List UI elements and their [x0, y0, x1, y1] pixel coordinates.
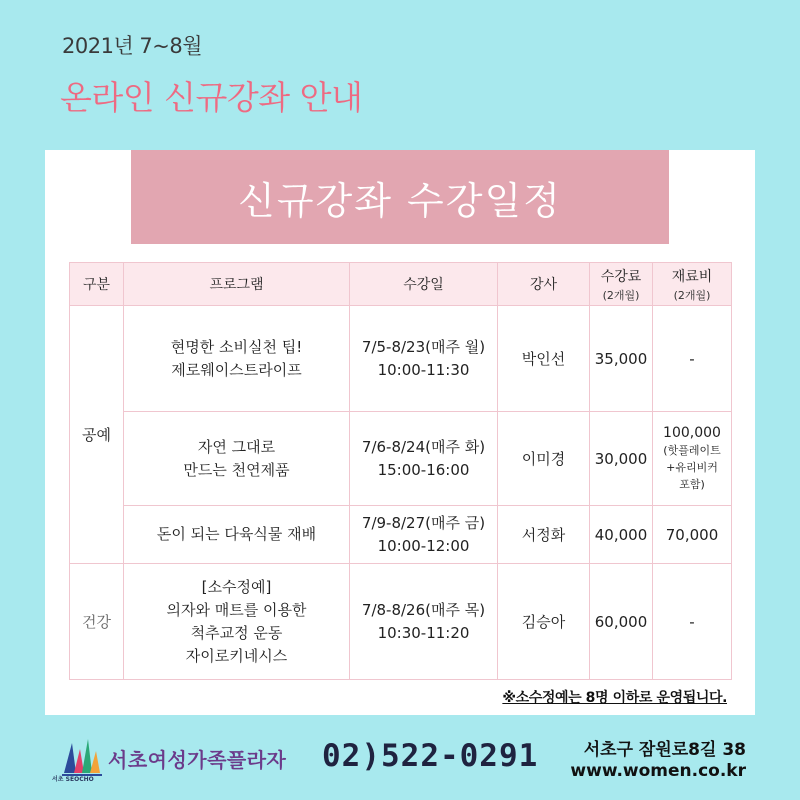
schedule-time: 10:00-12:00	[377, 536, 470, 555]
program-cell	[124, 412, 350, 506]
program-line: 의자와 매트를 이용한	[166, 600, 307, 619]
page-title: 온라인 신규강좌 안내	[60, 78, 363, 117]
program-cell	[124, 564, 350, 680]
program-cell	[124, 506, 350, 564]
tuition-cell: 40,000	[590, 506, 653, 564]
schedule-dates: 7/8-8/26(매주 목)	[361, 600, 486, 619]
schedule-time: 10:30-11:20	[377, 623, 470, 642]
material-note: 포함)	[679, 478, 705, 491]
street-address: 서초구 잠원로8길 38	[583, 740, 746, 760]
website-link[interactable]: www.women.co.kr	[570, 761, 746, 781]
schedule-dates: 7/9-8/27(매주 금)	[361, 513, 486, 532]
address-block	[570, 740, 746, 782]
schedule-time: 15:00-16:00	[377, 460, 470, 479]
instructor-cell: 서정화	[498, 506, 590, 564]
header-material	[653, 263, 732, 306]
material-cell: 70,000	[653, 506, 732, 564]
instructor-cell: 박인선	[498, 306, 590, 412]
tuition-cell: 30,000	[590, 412, 653, 506]
schedule-dates: 7/6-8/24(매주 화)	[361, 437, 486, 456]
header-material-label: 재료비	[671, 268, 713, 285]
header-tuition-sub: (2개월)	[602, 288, 640, 302]
program-line: 돈이 되는 다육식물 재배	[156, 525, 317, 543]
material-note: +유리비커	[666, 461, 718, 474]
program-line: 만드는 천연제품	[183, 460, 290, 479]
header-tuition-label: 수강료	[600, 268, 642, 285]
tuition-cell: 60,000	[590, 564, 653, 680]
header-instructor: 강사	[498, 263, 590, 306]
material-amount: 100,000	[663, 425, 721, 441]
program-cell	[124, 306, 350, 412]
schedule-cell	[350, 506, 498, 564]
category-cell-health: 건강	[70, 564, 124, 680]
material-cell: -	[653, 306, 732, 412]
instructor-cell: 김승아	[498, 564, 590, 680]
material-cell	[653, 412, 732, 506]
schedule-dates: 7/5-8/23(매주 월)	[361, 337, 486, 356]
header-category: 구분	[70, 263, 124, 306]
table-row	[70, 506, 732, 564]
program-line: [소수정예]	[201, 577, 272, 596]
program-line: 척추교정 운동	[190, 623, 283, 642]
program-line: 제로웨이스트라이프	[171, 360, 302, 379]
program-line: 자연 그대로	[197, 437, 276, 456]
material-note: (핫플레이트	[663, 444, 721, 457]
schedule-table	[69, 262, 732, 680]
material-cell: -	[653, 564, 732, 680]
header-schedule: 수강일	[350, 263, 498, 306]
program-line: 자이로키네시스	[185, 646, 288, 665]
header-program: 프로그램	[124, 263, 350, 306]
category-cell-craft: 공예	[70, 306, 124, 564]
program-line: 현명한 소비실천 팁!	[170, 337, 303, 356]
table-row	[70, 412, 732, 506]
schedule-card	[45, 150, 755, 715]
table-row	[70, 306, 732, 412]
capacity-note: ※소수정예는 8명 이하로 운영됩니다.	[502, 690, 727, 706]
period-label: 2021년 7~8월	[62, 34, 203, 58]
header-tuition	[590, 263, 653, 306]
logo-caption: 서초 SEOCHO	[52, 776, 94, 783]
tuition-cell: 35,000	[590, 306, 653, 412]
header-material-sub: (2개월)	[673, 288, 711, 302]
schedule-cell	[350, 564, 498, 680]
instructor-cell: 이미경	[498, 412, 590, 506]
phone-number: 02)522-0291	[322, 738, 539, 774]
schedule-cell	[350, 412, 498, 506]
schedule-time: 10:00-11:30	[377, 360, 470, 379]
table-header-row	[70, 263, 732, 306]
table-row	[70, 564, 732, 680]
schedule-cell	[350, 306, 498, 412]
organization-name: 서초여성가족플라자	[108, 748, 287, 772]
schedule-banner: 신규강좌 수강일정	[131, 150, 669, 244]
